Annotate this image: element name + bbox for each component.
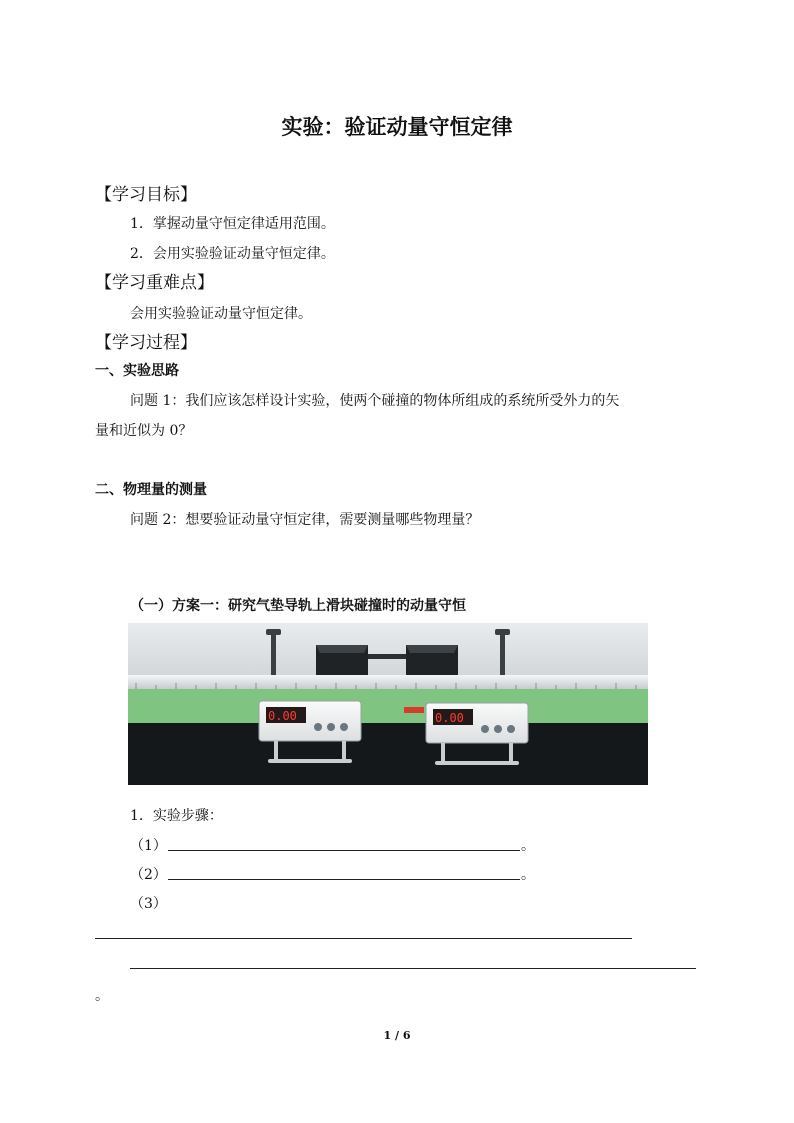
learning-goals-heading: 【学习目标】: [95, 185, 197, 205]
step-3-label: （3）: [130, 896, 167, 912]
key-points-heading: 【学习重难点】: [95, 273, 214, 293]
step-3-blank-line-2: [130, 968, 696, 969]
air-track-photo: [128, 623, 648, 785]
question-2: 问题 2：想要验证动量守恒定律，需要测量哪些物理量？: [130, 512, 480, 528]
step-2-blank: [168, 879, 520, 880]
steps-label: 1．实验步骤：: [130, 808, 223, 824]
plan-1-heading: （一）方案一：研究气垫导轨上滑块碰撞时的动量守恒: [130, 598, 466, 614]
goal-item-1: 1．掌握动量守恒定律适用范围。: [130, 216, 335, 232]
glider-left: [316, 645, 368, 675]
learning-process-heading: 【学习过程】: [95, 333, 197, 353]
glider-right: [406, 645, 458, 675]
air-track-illustration: [128, 623, 648, 785]
step-3-end: 。: [95, 988, 109, 1004]
page-title: 实验：验证动量守恒定律: [281, 114, 513, 139]
step-2-label: （2）: [130, 867, 167, 883]
goal-item-2: 2．会用实验验证动量守恒定律。: [130, 246, 335, 262]
question-1-line-1: 问题 1：我们应该怎样设计实验，使两个碰撞的物体所组成的系统所受外力的矢: [130, 393, 620, 409]
step-3-blank-line-1: [95, 938, 632, 939]
section-2-heading: 二、物理量的测量: [95, 482, 207, 498]
section-1-heading: 一、实验思路: [95, 363, 179, 379]
page-number: 1 / 6: [383, 1029, 411, 1042]
step-2-end: 。: [521, 867, 535, 883]
question-1-line-2: 量和近似为 0？: [95, 423, 193, 439]
key-points-text: 会用实验验证动量守恒定律。: [130, 306, 312, 322]
step-1-end: 。: [521, 838, 535, 854]
timer-right-display: 0.00: [435, 711, 464, 725]
step-1-blank: [168, 850, 520, 851]
step-1-label: （1）: [130, 838, 167, 854]
timer-left-display: 0.00: [268, 709, 297, 723]
